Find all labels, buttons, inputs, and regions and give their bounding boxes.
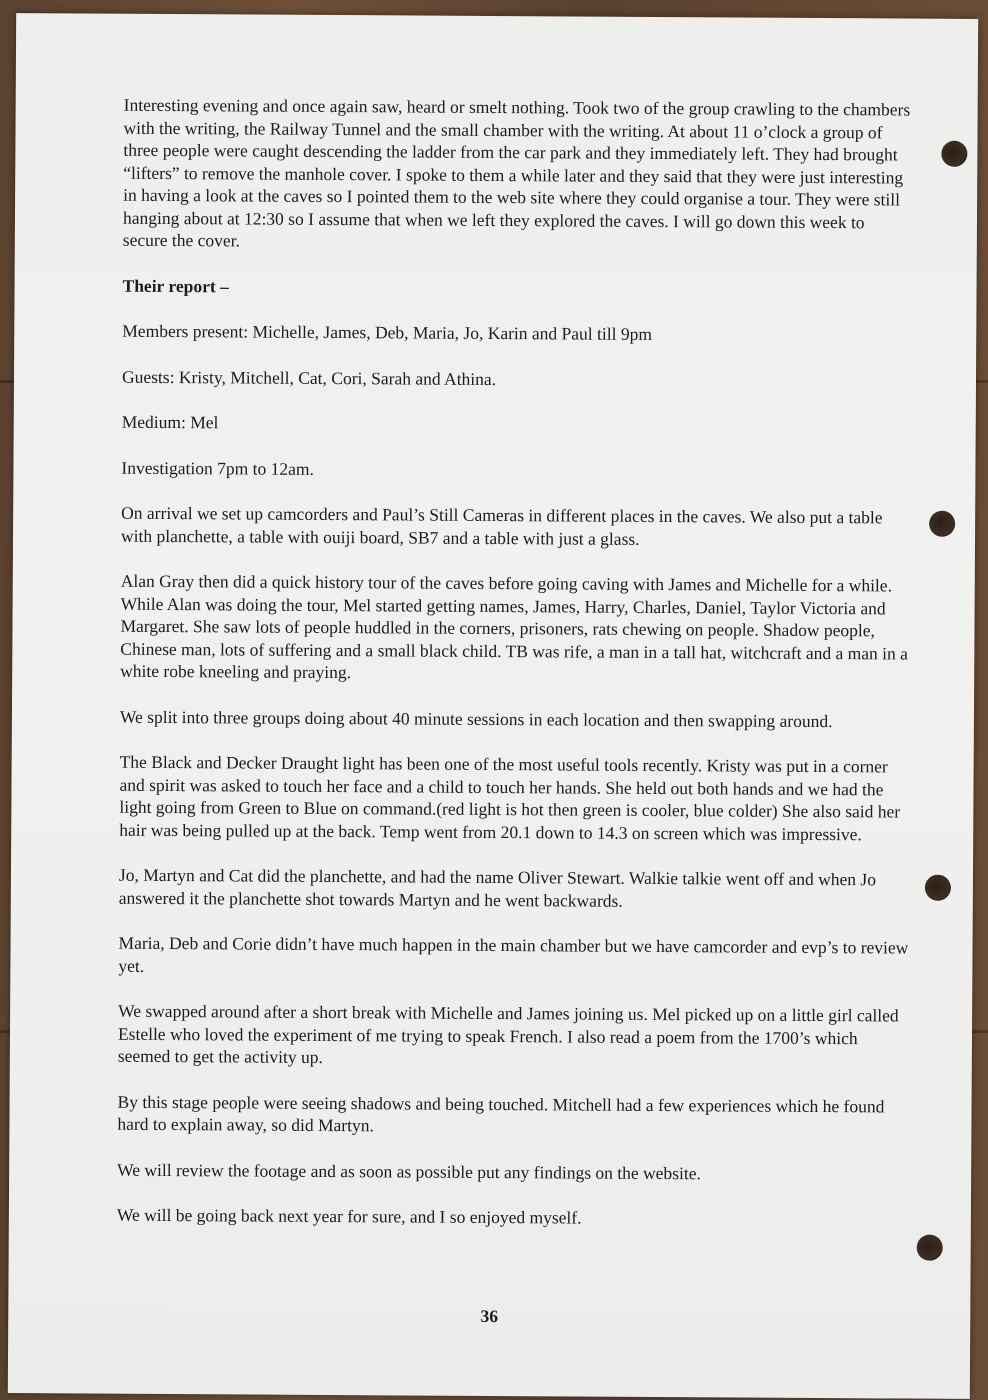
paragraph-draught-light: The Black and Decker Draught light has been one of the most useful tools recently. Kristy was put in a corner and spirit was asked to touch her face and a child to touch her hands. She held out both hands and we had the light going from Green to Blue on command.(red light is hot then green is cooler, blue colder) She also said her hair was being pulled up at the back. Temp went from 20.1 down to 14.3 on screen which was impressive. xyxy=(119,751,901,844)
paragraph-shadows: By this stage people were seeing shadows and being touched. Mitchell had a few experiences which he found hard to explain away, so did Martyn. xyxy=(117,1091,885,1136)
section-heading: Their report – xyxy=(122,275,229,296)
paragraph-investigation-time: Investigation 7pm to 12am. xyxy=(121,457,314,479)
paragraph-closing: We will be going back next year for sure, and I so enjoyed myself. xyxy=(116,1204,582,1228)
paragraph-guests: Guests: Kristy, Mitchell, Cat, Cori, Sarah and Athina. xyxy=(121,366,497,389)
paragraph-main-chamber: Maria, Deb and Corie didn’t have much happen in the main chamber but we have camcorder and evp’s to review yet. xyxy=(118,932,909,976)
paragraph-planchette: Jo, Martyn and Cat did the planchette, and had the name Oliver Stewart. Walkie talkie went off and when Jo answered it the planchette shot towards Martyn and he went backwards. xyxy=(118,864,877,911)
paragraph-swapped: We swapped around after a short break with Michelle and James joining us. Mel picked up on a little girl called Estelle who loved the experiment of me trying to speak French. I also read a poem from the 1700’s which seemed to get the activity up. xyxy=(117,1000,899,1067)
paragraph-arrival: On arrival we set up camcorders and Paul’s Still Cameras in different places in the caves. We also put a table with planchette, a table with ouiji board, SB7 and a table with just a glass. xyxy=(120,502,883,549)
punch-hole xyxy=(929,511,955,537)
paragraph-medium: Medium: Mel xyxy=(121,411,219,433)
punch-hole xyxy=(941,141,967,167)
document-body xyxy=(117,94,914,1254)
paragraph-intro: Interesting evening and once again saw, heard or smelt nothing. Took two of the group crawling to the chambers with the writing, the Railway Tunnel and the small chamber with the writing. At about 11 o’clock a group of three people were caught descending the ladder from the car park and they immediately left. They had brought “lifters” to remove the manhole cover. I spoke to them a while later and they said that they were just interesting in having a look at the caves so I pointed them to the web site where they could organise a tour. They were still hanging about at 12:30 so I assume that when we left they explored the caves. I will go down this week to secure the cover. xyxy=(122,94,911,251)
paragraph-review: We will review the footage and as soon as possible put any findings on the website. xyxy=(117,1159,701,1183)
paragraph-members: Members present: Michelle, James, Deb, Maria, Jo, Karin and Paul till 9pm xyxy=(122,320,653,344)
page-number: 36 xyxy=(480,1305,499,1327)
punch-hole xyxy=(917,1235,943,1261)
paragraph-history-tour: Alan Gray then did a quick history tour of the caves before going caving with James and Michelle for a while. While Alan was doing the tour, Mel started getting names, James, Harry, Charles, Daniel, Taylor Victoria and Margaret. She saw lots of people huddled in the corners, prisoners, rats chewing on people. Shadow people, Chinese man, lots of suffering and a small black child. TB was rife, a man in a tall hat, witchcraft and a man in a white robe kneeling and praying. xyxy=(120,570,909,683)
document-page xyxy=(8,13,978,1399)
punch-hole xyxy=(925,875,951,901)
paragraph-groups: We split into three groups doing about 40 minute sessions in each location and then swapping around. xyxy=(119,706,833,731)
